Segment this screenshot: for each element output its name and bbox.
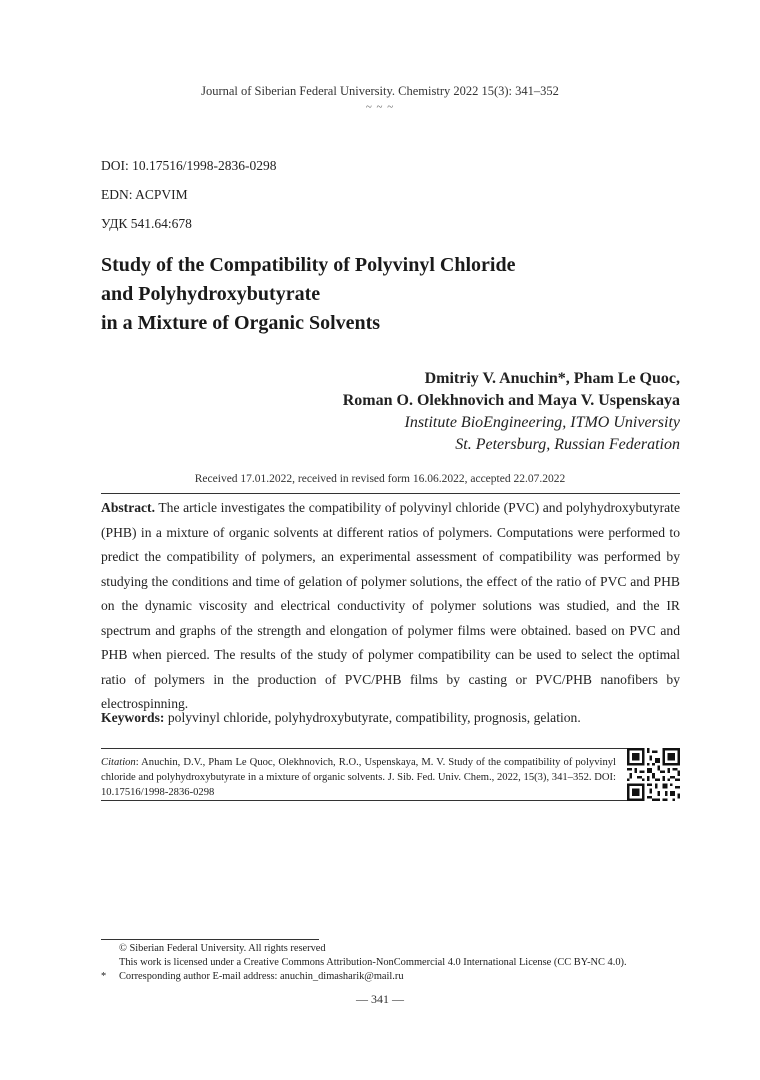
keywords-text: polyvinyl chloride, polyhydroxybutyrate, compatibility, prognosis, gelation. <box>167 710 581 725</box>
footnote-asterisk: * <box>101 971 107 982</box>
corresponding-author-note: Corresponding author E-mail address: anuchin_dimasharik@mail.ru <box>119 971 404 982</box>
journal-header: Journal of Siberian Federal University. Chemistry 2022 15(3): 341–352 <box>201 84 559 98</box>
keywords-label: Keywords: <box>101 710 165 725</box>
udk-line: УДК 541.64:678 <box>101 216 192 231</box>
citation <box>101 755 616 800</box>
authors-line-2: Roman O. Olekhnovich and Maya V. Uspenskaya <box>342 392 680 409</box>
abstract-label: Abstract. <box>101 500 155 515</box>
affiliation-line-2: St. Petersburg, Russian Federation <box>455 436 680 453</box>
title-line-3: in a Mixture of Organic Solvents <box>101 312 381 334</box>
page-number: — 341 — <box>356 992 404 1006</box>
title-line-1: Study of the Compatibility of Polyvinyl Chloride <box>101 254 516 276</box>
received-dates: Received 17.01.2022, received in revised form 16.06.2022, accepted 22.07.2022 <box>194 473 566 485</box>
affiliation-line-1: Institute BioEngineering, ITMO University <box>404 414 680 431</box>
citation-top-rule <box>101 748 680 749</box>
article-title <box>101 251 515 338</box>
citation-bottom-rule <box>101 800 680 801</box>
edn-line: EDN: ACPVIM <box>101 187 188 202</box>
abstract-text: The article investigates the compatibility of polyvinyl chloride (PVC) and polyhydroxybutyrate (PHB) in a mixture of organic solvents at different ratios of polymers. Computations were performed to predict the compatibility of polymers, an experimental assessment of compatibility was performed by studying the conditions and time of gelation of polymer solutions, the effect of the ratio of PVC and PHB on the dynamic viscosity and electrical conductivity of polymer solutions was studied, and the IR spectrum and graphs of the strength and elongation of polymer films were obtained. based on PVC and PHB when pierced. The results of the study of polymer compatibility can be used to select the optimal ratio of polymers in the production of PVC/PHB films by casting or PVC/PHB nanofibers by electrospinning. <box>101 500 680 711</box>
abstract <box>101 496 680 717</box>
abstract-top-rule <box>101 493 680 494</box>
doi-line: DOI: 10.17516/1998-2836-0298 <box>101 158 277 173</box>
author-block <box>343 368 680 456</box>
header-ornament: ~ ~ ~ <box>365 101 395 113</box>
citation-label: Citation <box>101 757 136 768</box>
footnote-rule <box>101 939 319 940</box>
authors-line-1: Dmitriy V. Anuchin*, Pham Le Quoc, <box>424 370 680 387</box>
keywords <box>101 710 680 726</box>
title-line-2: and Polyhydroxybutyrate <box>101 283 321 305</box>
copyright-note: © Siberian Federal University. All rights reserved <box>119 943 326 954</box>
citation-text: : Anuchin, D.V., Pham Le Quoc, Olekhnovich, R.O., Uspenskaya, M. V. Study of the compatibility of polyvinyl chloride and polyhydroxybutyrate in a mixture of organic solvents. J. Sib. Fed. Univ. Chem., 2022, 15(3), 341–352. DOI: 10.17516/1998-2836-0298 <box>101 757 616 798</box>
license-note: This work is licensed under a Creative Commons Attribution-NonCommercial 4.0 International License (CC BY-NC 4.0). <box>119 957 627 968</box>
qr-code-icon[interactable] <box>627 748 680 801</box>
